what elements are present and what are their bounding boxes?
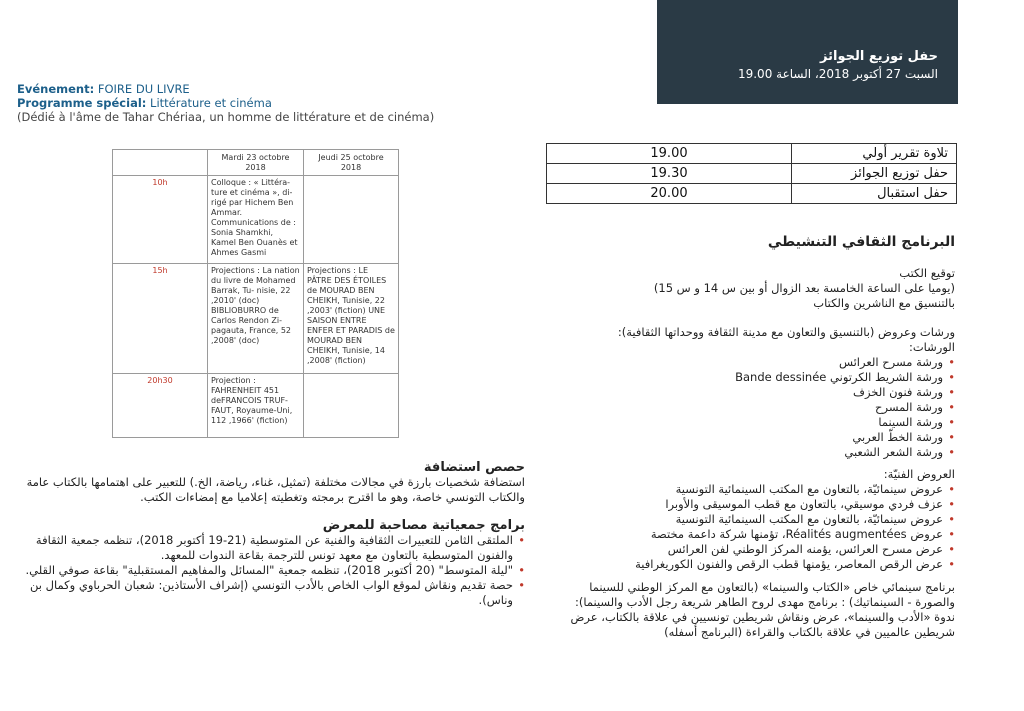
list-item: • حصة تقديم ونقاش لموقع الواب الخاص بالأدب التونسي (إشراف الأستاذين: شعبان الحرباوي وكمال بن وناس).: [15, 578, 525, 608]
table-header-row: [113, 150, 399, 176]
list-item: • عروض سينمائيّة، بالتعاون مع المكتب السينمائية التونسية: [555, 482, 955, 497]
time-cell: 20.00: [547, 184, 792, 204]
table-row: [547, 164, 957, 184]
book-signing-section: [555, 266, 955, 311]
schedule-label: تلاوة تقرير أولي: [792, 144, 957, 164]
signing-line: بالتنسيق مع الناشرين والكتاب: [813, 296, 955, 310]
workshops-title: الورشات:: [908, 340, 955, 354]
table-header-cell: Jeudi 25 octobre 2018: [304, 150, 399, 176]
table-cell: Projections : La nation du livre de Mohamed Barrak, Tu- nisie, 22 ,2010' (doc) BIBLIOBURRO de Carlos Rendon Zi- pagauta, France, 52 ,2008' (doc): [208, 264, 304, 374]
table-cell: Projections : LE PÂTRE DES ÉTOILES de MOURAD BEN CHEIKH, Tunisie, 22 ,2003' (fiction) UNE SAISON ENTRE ENFER ET PARADIS de MOURAD BEN CHEIKH, Tunisie, 14 ,2008' (fiction): [304, 264, 399, 374]
schedule-label: حفل توزيع الجوائز: [792, 164, 957, 184]
table-row: [547, 144, 957, 164]
list-item: • الملتقى الثامن للتعبيرات الثقافية والفنية عن المتوسطية (21-19 أكتوبر 2018)، تنظمه جمعية الثقافة والفنون المتوسطية بالتعاون مع معهد تونس للترجمة بقاعة الندوات للمعهد.: [15, 533, 525, 563]
shows-section: [555, 467, 955, 572]
table-cell: [304, 374, 399, 438]
list-item: • عزف فردي موسيقي، بالتعاون مع قطب الموسيقى والأوبرا: [555, 497, 955, 512]
list-item: • ورشة الخطّ العربي: [555, 430, 955, 445]
award-banner: [657, 0, 958, 104]
program-label: Programme spécial:: [17, 96, 147, 110]
list-item: • عروض Réalités augmentées، تؤمنها شركة داعمة مختصة: [555, 527, 955, 542]
signing-line: (يوميا على الساعة الخامسة بعد الزوال أو بين س 14 و س 15): [653, 281, 955, 295]
list-item: • ورشة الشعر الشعبي: [555, 445, 955, 460]
list-item: • "ليلة المتوسط" (20 أكتوبر 2018)، تنظمه جمعية "المسائل والمفاهيم المستقبلية" بقاعة صوفي القلي.: [15, 563, 525, 578]
list-item: • ورشة مسرح العرائس: [555, 355, 955, 370]
shows-title: العروض الفنيّة:: [883, 467, 955, 481]
associations-list: [15, 533, 525, 608]
workshops-intro: ورشات وعروض (بالتنسيق والتعاون مع مدينة الثقافة ووحداتها الثقافية):: [617, 325, 955, 339]
table-header-cell: [113, 150, 208, 176]
event-label: Evénement:: [17, 82, 95, 96]
table-header-cell: Mardi 23 octobre 2018: [208, 150, 304, 176]
list-item: • ورشة الشريط الكرتوني Bande dessinée: [555, 370, 955, 385]
time-cell: 10h: [113, 176, 208, 264]
banner-subtitle: السبت 27 أكتوبر 2018، الساعة 19.00: [737, 67, 938, 81]
guests-heading: حصص استضافة: [423, 460, 525, 475]
time-cell: 19.30: [547, 164, 792, 184]
table-row: [113, 176, 399, 264]
signing-title: توقيع الكتب: [899, 266, 955, 280]
program-table: [112, 149, 399, 438]
list-item: • عروض سينمائيّة، بالتعاون مع المكتب السينمائية التونسية: [555, 512, 955, 527]
workshops-list: [555, 355, 955, 460]
event-value: FOIRE DU LIVRE: [97, 82, 190, 96]
schedule-table: [546, 143, 957, 204]
program-value: Littérature et cinéma: [150, 96, 272, 110]
time-cell: 15h: [113, 264, 208, 374]
list-item: • عرض مسرح العرائس، يؤمنه المركز الوطني لفن العرائس: [555, 542, 955, 557]
time-cell: 19.00: [547, 144, 792, 164]
list-item: • ورشة المسرح: [555, 400, 955, 415]
table-row: [113, 374, 399, 438]
table-row: [113, 264, 399, 374]
event-header: [17, 82, 437, 124]
dedication: (Dédié à l'âme de Tahar Chériaa, un homme de littérature et de cinéma): [17, 110, 435, 124]
time-cell: 20h30: [113, 374, 208, 438]
workshops-section: [555, 325, 955, 460]
list-item: • ورشة فنون الخزف: [555, 385, 955, 400]
cinema-program: برنامج سينمائي خاص «الكتاب والسينما» (بالتعاون مع المركز الوطني للسينما والصورة - السينماتيك) : برنامج مهدى لروح الطاهر شريعة رجل الأدب والسينما): ندوة «الأدب والسينما»، عرض ونقاش شريطين تونسيين في علاقة بالكتاب، عرض شريطين عالميين في علاقة بالكتاب والقراءة (البرنامج أسفله): [570, 580, 955, 639]
cultural-heading: البرنامج الثقافي التنشيطي: [767, 234, 955, 250]
associations-heading: برامج جمعياتية مصاحبة للمعرض: [322, 518, 525, 533]
list-item: • ورشة السينما: [555, 415, 955, 430]
table-row: [547, 184, 957, 204]
table-cell: [304, 176, 399, 264]
banner-title: حفل توزيع الجوائز: [820, 49, 938, 64]
schedule-label: حفل استقبال: [792, 184, 957, 204]
table-cell: Projection : FAHRENHEIT 451 deFRANCOIS TRUF- FAUT, Royaume-Uni, 112 ,1966' (fiction): [208, 374, 304, 438]
shows-list: [555, 482, 955, 572]
guests-text: استضافة شخصيات بارزة في مجالات مختلفة (تمثيل، غناء، رياضة، الخ.) للتعبير على اهتمامها بالكتاب عامة والكتاب التونسي خاصة، وهو ما اقترح برمجته وتغطيته إعلاميا مع إمضاءات الكتب.: [26, 475, 525, 504]
table-cell: Colloque : « Littéra- ture et cinéma », di- rigé par Hichem Ben Ammar. Communications de : Sonia Shamkhi, Kamel Ben Ouanès et Ahmes Gasmi: [208, 176, 304, 264]
list-item: • عرض الرقص المعاصر، يؤمنها قطب الرقص والفنون الكوريغرافية: [555, 557, 955, 572]
